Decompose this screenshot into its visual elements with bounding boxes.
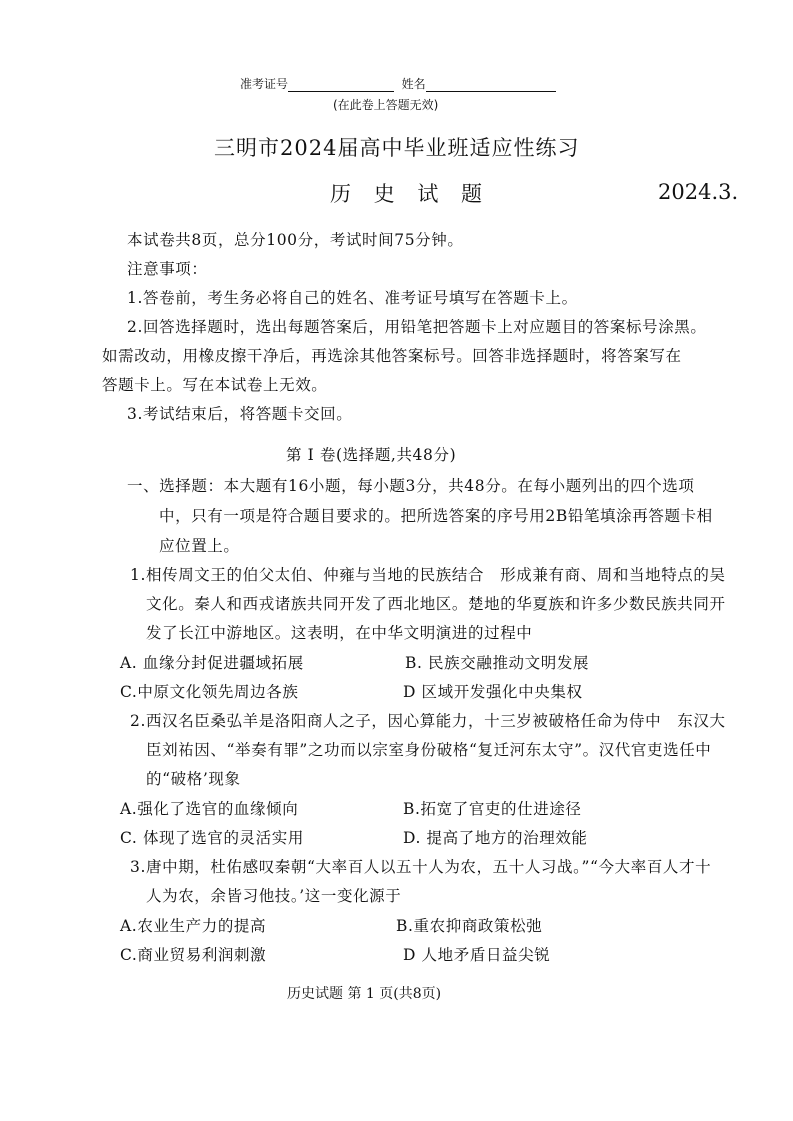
question-2-line-3: 的“破格’现象: [146, 770, 241, 788]
section-instr-line-1: 一、选择题：本大题有16小题，每小题3分，共48分。在每小题列出的四个选项: [127, 477, 695, 495]
question-2-option-a: A.强化了选官的血缘倾向: [120, 800, 299, 818]
note-2-line-1: 2.回答选择题时，选出每题答案后，用铅笔把答题卡上对应题目的答案标号涂黑。: [127, 318, 707, 336]
question-1-option-c: C.中原文化领先周边各族: [120, 683, 299, 701]
question-3-line-1: 3.唐中期，杜佑感叹秦朝“大率百人以五十人为农，五十人习战。”“今大率百人才十: [130, 858, 712, 876]
question-3-option-b: B.重农抑商政策松弛: [396, 917, 543, 935]
question-1-line-1: 1.相传周文王的伯父太伯、仲雍与当地的民族结合 形成兼有商、周和当地特点的吴: [130, 566, 726, 584]
question-1-line-3: 发了长江中游地区。这表明，在中华文明演进的过程中: [146, 624, 533, 642]
notes-title: 注意事项：: [127, 260, 208, 278]
question-1-option-b: B. 民族交融推动文明发展: [405, 654, 590, 672]
name-label: 姓名: [401, 77, 426, 91]
note-2-line-3: 答题卡上。写在本试卷上无效。: [102, 376, 328, 394]
section-instr-line-3: 应位置上。: [159, 537, 240, 555]
exam-id-row: [240, 75, 556, 92]
page-title: 三明市2024届高中毕业班适应性练习: [214, 136, 580, 160]
exam-id-label: 准考证号: [240, 77, 289, 91]
invalid-note: (在此卷上答题无效): [333, 98, 439, 112]
question-2-line-2: 臣刘祐因、“举奏有罪”之功而以宗室身份破格“复迁河东太守”。汉代官吏选任中: [146, 741, 712, 759]
note-1: 1.答卷前，考生务必将自己的姓名、准考证号填写在答题卡上。: [127, 289, 578, 307]
section-heading: 第 Ⅰ 卷(选择题,共48分): [286, 446, 457, 464]
exam-summary: 本试卷共8页，总分100分，考试时间75分钟。: [127, 231, 464, 249]
question-3-option-c: C.商业贸易利润刺激: [120, 946, 267, 964]
question-3-option-d: D 人地矛盾日益尖锐: [403, 946, 551, 964]
question-2-option-c: C. 体现了选官的灵活实用: [120, 829, 304, 847]
question-1-option-a: A. 血缘分封促进疆域拓展: [120, 654, 304, 672]
subject-title: 历 史 试 题: [330, 182, 491, 206]
question-1-option-d: D 区域开发强化中央集权: [403, 683, 583, 701]
question-2-option-d: D. 提高了地方的治理效能: [403, 829, 588, 847]
question-2-option-b: B.拓宽了官吏的仕进途径: [403, 800, 582, 818]
question-3-line-2: 人为农，余皆习他技。’这一变化源于: [146, 887, 402, 905]
name-blank: [426, 79, 556, 92]
note-2-line-2: 如需改动，用橡皮擦干净后，再选涂其他答案标号。回答非选择题时，将答案写在: [102, 347, 682, 365]
exam-date: 2024.3.: [658, 180, 739, 204]
section-instr-line-2: 中，只有一项是符合题目要求的。把所选答案的序号用2B铅笔填涂再答题卡相: [159, 507, 713, 525]
question-2-line-1: 2.西汉名臣桑弘羊是洛阳商人之子，因心算能力，十三岁被破格任命为侍中 东汉大: [130, 712, 726, 730]
question-1-line-2: 文化。秦人和西戎诸族共同开发了西北地区。楚地的华夏族和许多少数民族共同开: [146, 595, 726, 613]
question-3-option-a: A.农业生产力的提高: [120, 917, 267, 935]
note-3: 3.考试结束后，将答题卡交回。: [127, 405, 353, 423]
exam-id-blank: [288, 79, 394, 92]
page-footer: 历史试题 第 1 页(共8页): [287, 986, 442, 1002]
